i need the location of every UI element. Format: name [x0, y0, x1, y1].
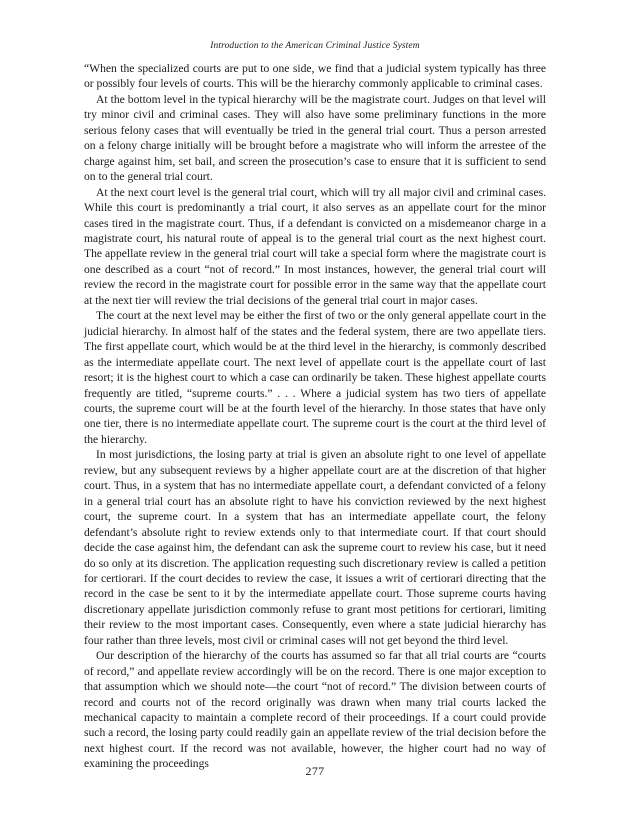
paragraph: “When the specialized courts are put to one side, we find that a judicial system typically has three or possibly four levels of courts. This will be the hierarchy commonly applicable to criminal cases. — [84, 62, 546, 91]
paragraph: At the bottom level in the typical hierarchy will be the magistrate court. Judges on that level will try minor civil and criminal cases. They will also have some preliminary functions in the more serious felony cases that will eventually be tried in the general trial court. Thus a person arrested on a felony charge initially will be brought before a magistrate who will inform the arrestee of the charge against him, set bail, and screen the prosecution’s case to ensure that it is sufficient to send on to the general trial court. — [84, 92, 546, 184]
paragraph: At the next court level is the general trial court, which will try all major civil and criminal cases. While this court is predominantly a trial court, it also serves as an appellate court for the minor cases tired in the magistrate court. Thus, if a defendant is convicted on a misdemeanor charge in a magistrate court, his natural route of appeal is to the general trial court as the next highest court. The appellate review in the general trial court will take a special form where the magistrate court is one described as a court “not of record.” In most instances, however, the general trial court will review the record in the magistrate court for possible error in the same way that the appellate court at the next tier will review the trial decisions of the general trial court in major cases. — [84, 185, 546, 307]
document-page — [84, 0, 546, 815]
body-text — [84, 61, 546, 772]
paragraph: The court at the next level may be either the first of two or the only general appellate court in the judicial hierarchy. In almost half of the states and the federal system, there are two appellate tiers. The first appellate court, which would be at the third level in the hierarchy, is commonly described as the intermediate appellate court. The next level of appellate court is the appellate court of last resort; it is the highest court to which a case can ordinarily be taken. These highest appellate courts frequently are titled, “supreme courts.” . . . Where a judicial system has two tiers of appellate courts, the supreme court will be at the fourth level of the hierarchy. In those states that have only one tier, there is no intermediate appellate court. The supreme court is the court at the third level of the hierarchy. — [84, 309, 546, 446]
paragraph: In most jurisdictions, the losing party at trial is given an absolute right to one level of appellate review, but any subsequent reviews by a higher appellate court are at the discretion of that higher court. Thus, in a system that has no intermediate appellate court, a defendant convicted of a felony in a general trial court has an absolute right to have his conviction reviewed by the next highest court, the supreme court. In a system that has an intermediate appellate court, the felony defendant’s absolute right to review extends only to that intermediate court. If that court should decide the case against him, the defendant can ask the supreme court to review his case, but it need do so only at its discretion. The application requesting such discretionary review is called a petition for certiorari. If the court decides to review the case, it issues a writ of certiorari directing that the record in the case be sent to it by the intermediate appellate court. Those supreme courts having discretionary appellate jurisdiction commonly refuse to grant most petitions for certiorari, limiting their review to the most important cases. Consequently, even where a state judicial hierarchy has four rather than three levels, most civil or criminal cases will not get beyond the third level. — [84, 448, 546, 647]
page-number: 277 — [305, 764, 325, 778]
running-header: Introduction to the American Criminal Justice System — [210, 41, 420, 51]
paragraph: Our description of the hierarchy of the courts has assumed so far that all trial courts are “courts of record,” and appellate review accordingly will be on the record. There is one major exception to that assumption which we should note—the court “not of record.” The division between courts of record and courts not of the record originally was drawn when many trial courts lacked the mechanical capacity to maintain a complete record of their proceedings. If a court could provide such a record, the losing party could readily gain an appellate review of the trial decision before the next highest court. If the record was not available, however, the higher court had no way of examining the proceedings — [84, 649, 546, 771]
